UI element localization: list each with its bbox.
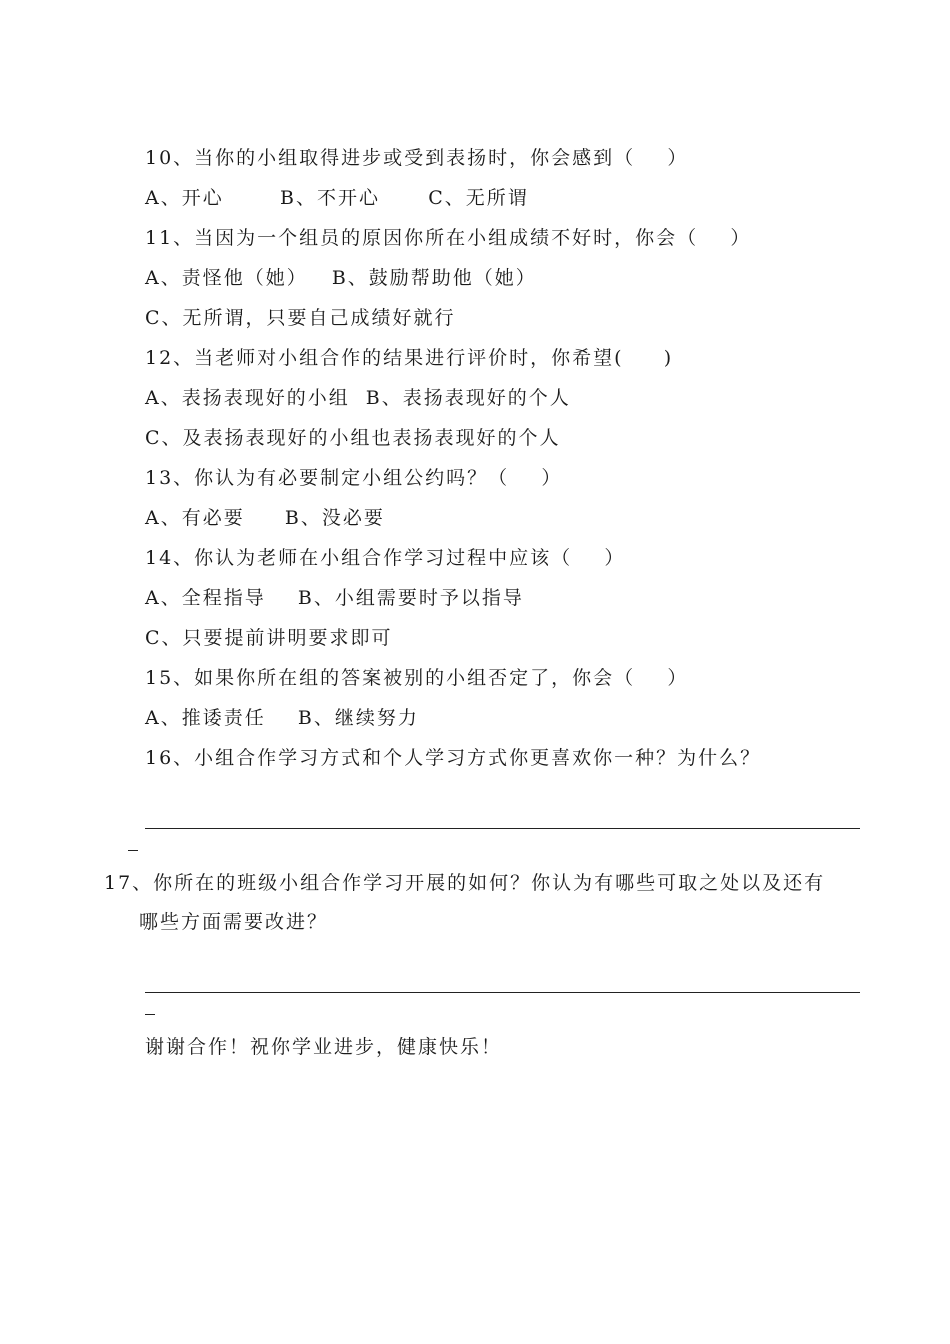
question-10: 10、当你的小组取得进步或受到表扬时，你会感到（ ） [145, 147, 689, 169]
question-17-line-1: 17、你所在的班级小组合作学习开展的如何？你认为有哪些可取之处以及还有 [104, 872, 826, 894]
closing-message: 谢谢合作！祝你学业进步，健康快乐！ [145, 1036, 503, 1058]
question-11-option-c: C、无所谓，只要自己成绩好就行 [145, 307, 456, 329]
answer-line-17-tail [145, 1014, 155, 1015]
question-16: 16、小组合作学习方式和个人学习方式你更喜欢你一种？为什么？ [145, 747, 762, 769]
question-14-option-c: C、只要提前讲明要求即可 [145, 627, 393, 649]
question-14: 14、你认为老师在小组合作学习过程中应该（ ） [145, 547, 626, 569]
question-17-line-2: 哪些方面需要改进？ [139, 911, 329, 933]
question-11-options-ab: A、责怪他（她） B、鼓励帮助他（她） [145, 267, 537, 289]
answer-line-17[interactable] [145, 992, 860, 993]
question-12: 12、当老师对小组合作的结果进行评价时，你希望( ) [145, 347, 674, 369]
question-15-options: A、推诿责任 B、继续努力 [145, 707, 419, 729]
question-12-option-c: C、及表扬表现好的小组也表扬表现好的个人 [145, 427, 561, 449]
answer-line-16-tail [128, 850, 138, 851]
question-14-options-ab: A、全程指导 B、小组需要时予以指导 [145, 587, 524, 609]
answer-line-16[interactable] [145, 828, 860, 829]
question-10-options: A、开心 B、不开心 C、无所谓 [145, 187, 529, 209]
question-13: 13、你认为有必要制定小组公约吗？（ ） [145, 467, 563, 489]
question-15: 15、如果你所在组的答案被别的小组否定了，你会（ ） [145, 667, 689, 689]
question-12-options-ab: A、表扬表现好的小组 B、表扬表现好的个人 [145, 387, 571, 409]
question-11: 11、当因为一个组员的原因你所在小组成绩不好时，你会（ ） [145, 227, 752, 249]
question-13-options: A、有必要 B、没必要 [145, 507, 385, 529]
